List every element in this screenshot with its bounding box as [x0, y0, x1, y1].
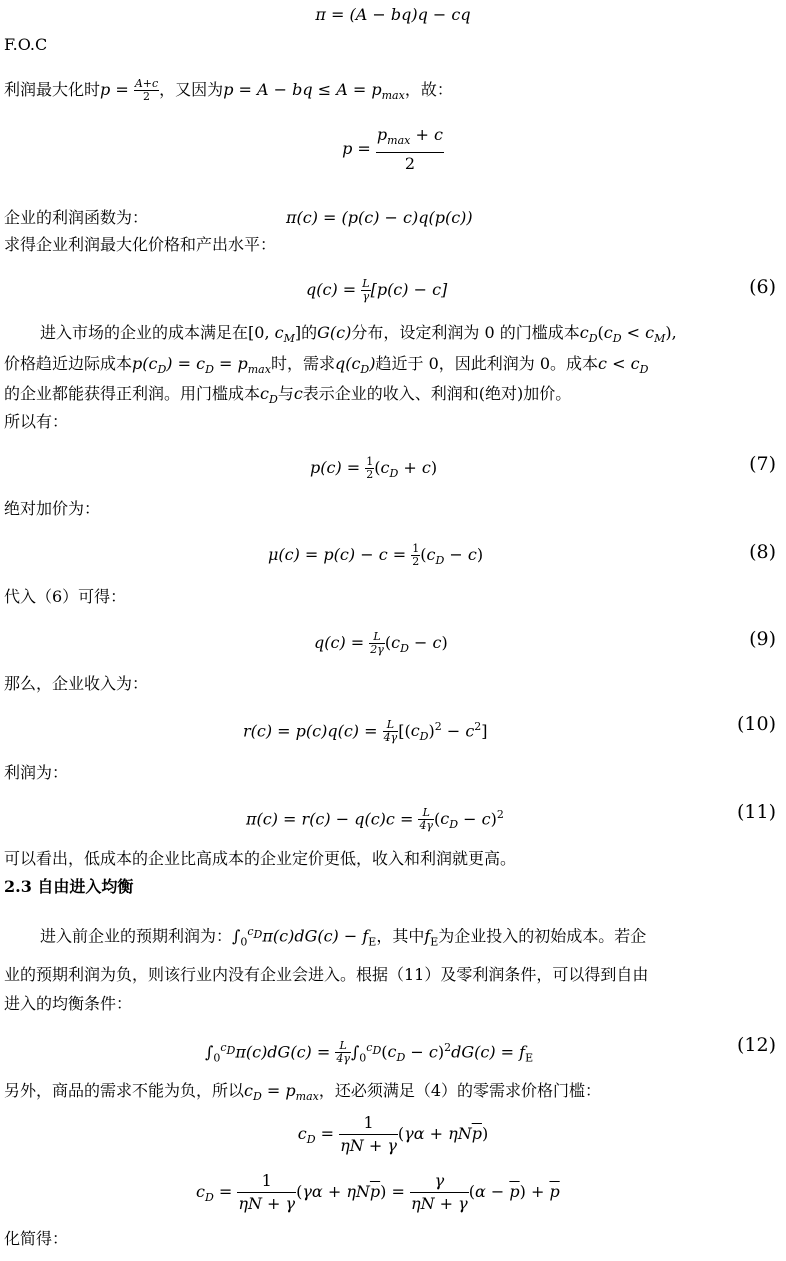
price-formula: p = $\frac{p_{max} + c}{2}$ — [342, 125, 443, 174]
cd-formula-1: $c_D$ = $\frac{1}{\eta N + \gamma}$ $(\gamma\alpha + \eta N\overline{p})$ — [297, 1113, 489, 1155]
equation-7: p(c) = $\frac{1}{2}$ $(c_D + c)$ — [310, 455, 438, 481]
equation-number-11: (11) — [736, 801, 776, 823]
equation-number-10: (10) — [736, 713, 776, 735]
profit-function-equation: π(c) = (p(c) − c)q(p(c)) — [286, 208, 473, 227]
revenue-label: 那么，企业收入为： — [4, 674, 149, 693]
section-heading: 2.3 自由进入均衡 — [4, 877, 134, 896]
paragraph-line-1: 进入市场的企业的成本满足在[0, $c_M$]的G(c)分布，设定利润为 0 的门槛成本$c_D(c_D < c_M)$, — [40, 323, 677, 346]
paragraph-q-line-3: 进入的均衡条件： — [4, 994, 133, 1013]
equation-number-8: (8) — [749, 541, 776, 563]
absolute-markup-label: 绝对加价为： — [4, 499, 101, 518]
max-condition-line: 利润最大化时p = $\frac{A+c}{2}$ ，又因为p = A − bq ≤ $A = p_{max}$，故： — [4, 77, 453, 103]
equation-number-9: (9) — [749, 628, 776, 650]
profit-label: 利润为： — [4, 763, 69, 782]
equation-10: r(c) = p(c)q(c) = $\frac{L}{4\gamma}$ $[(c_D)^2 - c^2]$ — [243, 718, 488, 745]
substitute-label: 代入（6）可得： — [4, 587, 127, 606]
cd-formula-2: $c_D$ = $\frac{1}{\eta N + \gamma}$ $(\gamma\alpha + \eta N\overline{p})$ = $\frac{\gamma}{\eta N + \gamma}$ $(\alpha - \overline{p}) + \overline{p}$ — [196, 1171, 560, 1213]
simplify-label: 化简得： — [4, 1229, 69, 1248]
foc-label: F.O.C — [4, 35, 48, 54]
equation-number-7: (7) — [749, 453, 776, 475]
profit-equation: π = (A − bq)q − cq — [315, 5, 471, 24]
equation-9: q(c) = $\frac{L}{2\gamma}$ $(c_D - c)$ — [314, 630, 448, 656]
conclusion-text: 可以看出，低成本的企业比高成本的企业定价更低，收入和利润就更高。 — [4, 849, 517, 868]
equation-12: $\int_0^{c_D}\pi(c)dG(c)$ = $\frac{L}{4\gamma}$ $\int_0^{c_D}(c_D - c)^2dG(c) = f_E$ — [205, 1039, 534, 1066]
demand-condition-line: 另外，商品的需求不能为负，所以$c_D = p_{max}$，还必须满足（4）的零需求价格门槛： — [4, 1081, 602, 1104]
paragraph-line-2: 价格趋近边际成本$p(c_D) = c_D = p_{max}$时，需求$q(c_D)$趋近于 0，因此利润为 0。成本$c < c_D$ — [4, 354, 649, 377]
so-label: 所以有： — [4, 412, 69, 431]
expected-profit-line: 进入前企业的预期利润为：$\int_0^{c_D}\pi(c)dG(c) - f_E$，其中$f_E$为企业投入的初始成本。若企 — [40, 925, 647, 949]
equation-8: μ(c) = p(c) − c = $\frac{1}{2}$ $(c_D - c)$ — [268, 542, 484, 568]
paragraph-q-line-2: 业的预期利润为负，则该行业内没有企业会进入。根据（11）及零利润条件，可以得到自由 — [4, 965, 649, 984]
equation-6: q(c) = $\frac{L}{\gamma}$ [p(c) − c] — [306, 277, 448, 303]
maximize-label: 求得企业利润最大化价格和产出水平： — [4, 235, 277, 254]
paragraph-line-3: 的企业都能获得正利润。用门槛成本$c_D$与c表示企业的收入、利润和(绝对)加价。 — [4, 384, 572, 407]
profit-function-label: 企业的利润函数为： — [4, 208, 149, 227]
equation-11: π(c) = r(c) − q(c)c = $\frac{L}{4\gamma}$ $(c_D - c)^2$ — [246, 806, 504, 833]
equation-number-12: (12) — [736, 1034, 776, 1056]
equation-number-6: (6) — [749, 276, 776, 298]
